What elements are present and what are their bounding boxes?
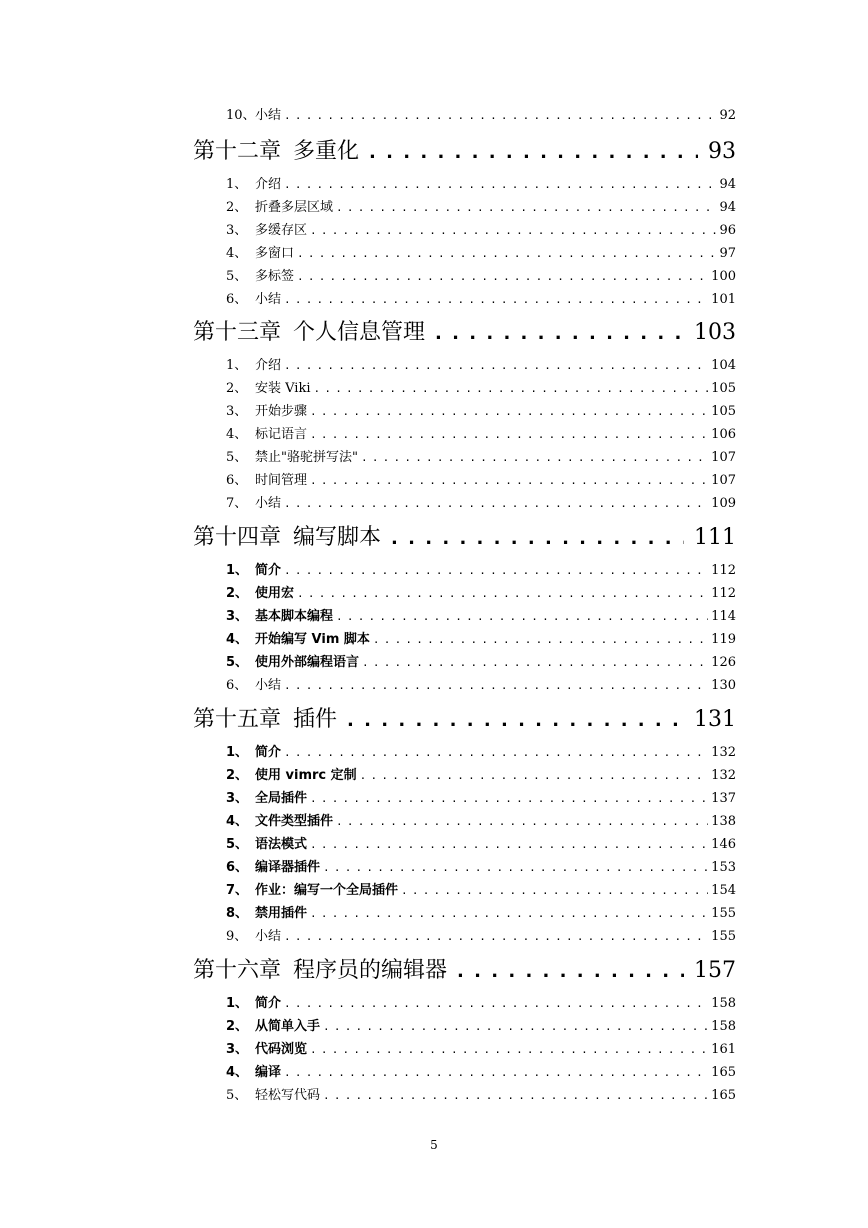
toc-entry-page: 165: [711, 1065, 736, 1080]
toc-entry[interactable]: [226, 1017, 736, 1037]
dot-leader: [310, 904, 708, 924]
toc-section-row: [0, 1040, 868, 1062]
toc-entry[interactable]: [226, 175, 736, 195]
toc-entry-number: 5、: [226, 837, 249, 852]
toc-entry-number: 10、: [226, 108, 256, 123]
toc-entry-title: 个人信息管理: [293, 320, 426, 345]
toc-entry-page: 112: [711, 563, 736, 578]
toc-entry-title: 使用宏: [255, 586, 295, 601]
dot-leader: [284, 927, 708, 947]
toc-entry-number: 1、: [226, 563, 249, 578]
dot-leader: [373, 630, 708, 650]
dot-leader: [284, 106, 716, 126]
toc-entry-number: 5、: [226, 1088, 248, 1103]
toc-entry-title: 简介: [255, 563, 282, 578]
toc-entry-number: 2、: [226, 1019, 249, 1034]
toc-entry-page: 158: [711, 1019, 736, 1034]
toc-entry-number: 7、: [226, 883, 249, 898]
toc-entry-title: 从简单入手: [255, 1019, 321, 1034]
toc-entry-number: 2、: [226, 586, 249, 601]
toc-entry[interactable]: [226, 448, 736, 468]
toc-entry-number: 7、: [226, 496, 248, 511]
toc-section-row: [0, 221, 868, 243]
toc-entry[interactable]: [226, 835, 736, 855]
toc-entry-page: 114: [711, 609, 736, 624]
toc-section-row: [0, 290, 868, 312]
toc-entry-number: 第十二章: [193, 139, 282, 164]
toc-section-row: [0, 471, 868, 493]
toc-chapter-row: [0, 705, 868, 732]
dot-leader: [310, 402, 708, 422]
toc-entry-number: 2、: [226, 381, 248, 396]
toc-entry-title: 标记语言: [255, 427, 308, 442]
toc-entry-number: 6、: [226, 473, 248, 488]
toc-entry[interactable]: [226, 607, 736, 627]
toc-entry[interactable]: [226, 789, 736, 809]
toc-entry-page: 96: [719, 223, 736, 238]
toc-section-row: [0, 106, 868, 128]
toc-section-row: [0, 881, 868, 903]
toc-entry-title: 介绍: [255, 177, 282, 192]
dot-leader: [297, 244, 716, 264]
toc-entry[interactable]: [226, 1040, 736, 1060]
toc-section-row: [0, 812, 868, 834]
dot-leader: [310, 221, 716, 241]
dot-leader: [310, 835, 708, 855]
dot-leader: [284, 356, 708, 376]
toc-entry-title: 时间管理: [255, 473, 308, 488]
toc-entry-page: 119: [711, 632, 736, 647]
toc-entry-title: 使用外部编程语言: [255, 655, 360, 670]
toc-entry[interactable]: [226, 402, 736, 422]
toc-entry-title: 作业：编写一个全局插件: [255, 883, 399, 898]
toc-section-row: [0, 653, 868, 675]
toc-entry-number: 3、: [226, 1042, 249, 1057]
dot-leader: [284, 743, 708, 763]
toc-entry[interactable]: [193, 956, 736, 987]
toc-section-row: [0, 607, 868, 629]
toc-entry-number: 2、: [226, 768, 249, 783]
toc-entry-title: 代码浏览: [255, 1042, 308, 1057]
toc-section-row: [0, 175, 868, 197]
toc-section-row: [0, 994, 868, 1016]
toc-entry[interactable]: [226, 812, 736, 832]
toc-section-row: [0, 402, 868, 424]
dot-leader: [323, 858, 708, 878]
toc-entry[interactable]: [226, 927, 736, 947]
toc-entry-page: 157: [694, 958, 736, 983]
toc-entry[interactable]: [226, 766, 736, 786]
dot-leader: [391, 523, 684, 554]
dot-leader: [284, 290, 708, 310]
toc-entry[interactable]: [226, 858, 736, 878]
toc-entry-title: 介绍: [255, 358, 282, 373]
toc-entry-title: 多重化: [293, 139, 360, 164]
toc-entry-title: 禁止"骆驼拼写法": [255, 450, 358, 465]
toc-entry-number: 3、: [226, 404, 248, 419]
dot-leader: [362, 653, 708, 673]
toc-entry-page: 92: [719, 108, 736, 123]
toc-entry-title: 基本脚本编程: [255, 609, 334, 624]
toc-entry-number: 6、: [226, 678, 248, 693]
dot-leader: [336, 607, 708, 627]
toc-entry-page: 154: [711, 883, 736, 898]
toc-section-row: [0, 494, 868, 516]
toc-entry-number: 4、: [226, 427, 248, 442]
dot-leader: [435, 318, 684, 349]
toc-entry-title: 小结: [255, 496, 282, 511]
toc-chapter-row: [0, 318, 868, 345]
toc-entry-title: 开始步骤: [255, 404, 308, 419]
toc-entry-number: 第十三章: [193, 320, 282, 345]
toc-chapter-row: [0, 956, 868, 983]
toc-entry-page: 111: [694, 525, 736, 550]
toc-entry-page: 165: [711, 1088, 736, 1103]
dot-leader: [284, 494, 708, 514]
toc-entry-number: 4、: [226, 1065, 249, 1080]
toc-section-row: [0, 1017, 868, 1039]
toc-entry-number: 6、: [226, 292, 248, 307]
toc-section-row: [0, 858, 868, 880]
toc-entry-page: 146: [711, 837, 736, 852]
toc-entry-number: 5、: [226, 655, 249, 670]
page-number: 5: [430, 1138, 438, 1152]
toc-entry-number: 第十五章: [193, 707, 282, 732]
dot-leader: [284, 561, 708, 581]
toc-section-row: [0, 198, 868, 220]
toc-entry[interactable]: [226, 630, 736, 650]
toc-entry-title: 禁用插件: [255, 906, 308, 921]
toc-chapter-row: [0, 137, 868, 164]
dot-leader: [297, 584, 708, 604]
toc-entry-page: 93: [708, 139, 736, 164]
toc-entry-title: 小结: [255, 678, 282, 693]
dot-leader: [310, 471, 708, 491]
toc-entry-number: 第十四章: [193, 525, 282, 550]
toc-section-row: [0, 448, 868, 470]
toc-entry-number: 6、: [226, 860, 249, 875]
dot-leader: [314, 379, 709, 399]
toc-entry-number: 3、: [226, 609, 249, 624]
toc-entry-page: 94: [719, 177, 736, 192]
toc-entry[interactable]: [226, 198, 736, 218]
toc-section-row: [0, 1063, 868, 1085]
toc-entry[interactable]: [226, 425, 736, 445]
toc-entry-page: 103: [694, 320, 736, 345]
toc-entry-number: 8、: [226, 906, 249, 921]
toc-entry[interactable]: [193, 523, 736, 554]
toc-section-row: [0, 1086, 868, 1108]
toc-entry[interactable]: [193, 705, 736, 736]
toc-entry[interactable]: [226, 653, 736, 673]
toc-entry-number: 1、: [226, 358, 248, 373]
toc-entry-page: 132: [711, 768, 736, 783]
toc-entry[interactable]: [226, 561, 736, 581]
toc-entry[interactable]: [193, 318, 736, 349]
toc-entry-title: 使用 vimrc 定制: [255, 768, 357, 783]
dot-leader: [310, 789, 708, 809]
toc-entry-title: 简介: [255, 745, 282, 760]
toc-entry-page: 100: [711, 269, 736, 284]
toc-entry[interactable]: [226, 290, 736, 310]
toc-section-row: [0, 743, 868, 765]
dot-leader: [361, 448, 708, 468]
toc-entry[interactable]: [226, 743, 736, 763]
toc-entry-number: 4、: [226, 632, 249, 647]
toc-entry-title: 插件: [293, 707, 338, 732]
toc-entry-page: 105: [711, 381, 736, 396]
toc-entry-page: 97: [719, 246, 736, 261]
toc-entry-title: 轻松写代码: [255, 1088, 321, 1103]
toc-entry-title: 小结: [255, 108, 282, 123]
toc-section-row: [0, 835, 868, 857]
toc-entry-page: 130: [711, 678, 736, 693]
toc-entry[interactable]: [226, 1063, 736, 1083]
dot-leader: [457, 956, 684, 987]
dot-leader: [310, 425, 708, 445]
toc-entry-number: 3、: [226, 223, 248, 238]
toc-section-row: [0, 789, 868, 811]
toc-entry-page: 153: [711, 860, 736, 875]
toc-entry-page: 155: [711, 929, 736, 944]
toc-entry-page: 137: [711, 791, 736, 806]
toc-entry-page: 158: [711, 996, 736, 1011]
toc-entry-title: 小结: [255, 292, 282, 307]
dot-leader: [297, 267, 708, 287]
toc-entry-title: 简介: [255, 996, 282, 1011]
toc-entry-page: 106: [711, 427, 736, 442]
toc-entry-title: 多窗口: [255, 246, 295, 261]
toc-section-row: [0, 630, 868, 652]
toc-entry[interactable]: [226, 221, 736, 241]
toc-section-row: [0, 356, 868, 378]
toc-entry-number: 3、: [226, 791, 249, 806]
toc-entry-number: 第十六章: [193, 958, 282, 983]
dot-leader: [369, 137, 698, 168]
toc-section-row: [0, 561, 868, 583]
dot-leader: [284, 994, 708, 1014]
toc-section-row: [0, 267, 868, 289]
toc-entry-page: 161: [711, 1042, 736, 1057]
toc-entry[interactable]: [226, 584, 736, 604]
toc-entry-page: 155: [711, 906, 736, 921]
toc-entry-page: 112: [711, 586, 736, 601]
toc-entry-title: 程序员的编辑器: [293, 958, 448, 983]
toc-entry[interactable]: [226, 356, 736, 376]
toc-section-row: [0, 766, 868, 788]
toc-entry[interactable]: [226, 106, 736, 126]
dot-leader: [336, 198, 716, 218]
dot-leader: [360, 766, 709, 786]
toc-entry-number: 5、: [226, 450, 248, 465]
toc-entry[interactable]: [226, 379, 736, 399]
toc-entry-page: 131: [694, 707, 736, 732]
toc-entry-page: 126: [711, 655, 736, 670]
toc-entry[interactable]: [226, 881, 736, 901]
toc-entry-page: 94: [719, 200, 736, 215]
dot-leader: [284, 676, 708, 696]
toc-entry-page: 107: [711, 450, 736, 465]
toc-entry-number: 1、: [226, 745, 249, 760]
toc-entry-number: 1、: [226, 996, 249, 1011]
toc-entry-number: 2、: [226, 200, 248, 215]
dot-leader: [347, 705, 684, 736]
toc-section-row: [0, 425, 868, 447]
toc-entry[interactable]: [226, 676, 736, 696]
toc-entry-title: 多缓存区: [255, 223, 308, 238]
toc-entry-title: 全局插件: [255, 791, 308, 806]
toc-entry[interactable]: [226, 1086, 736, 1106]
toc-entry-number: 4、: [226, 814, 249, 829]
dot-leader: [401, 881, 708, 901]
toc-entry-title: 编译器插件: [255, 860, 321, 875]
toc-entry-page: 101: [711, 292, 736, 307]
toc-entry-page: 104: [711, 358, 736, 373]
toc-section-row: [0, 584, 868, 606]
toc-entry-number: 4、: [226, 246, 248, 261]
dot-leader: [284, 1063, 708, 1083]
toc-entry[interactable]: [226, 494, 736, 514]
toc-entry[interactable]: [226, 267, 736, 287]
toc-entry-title: 文件类型插件: [255, 814, 334, 829]
toc-entry[interactable]: [226, 244, 736, 264]
toc-entry-number: 1、: [226, 177, 248, 192]
dot-leader: [284, 175, 716, 195]
toc-section-row: [0, 379, 868, 401]
toc-section-row: [0, 676, 868, 698]
toc-section-row: [0, 927, 868, 949]
toc-chapter-row: [0, 523, 868, 550]
toc-entry-page: 132: [711, 745, 736, 760]
toc-entry-number: 5、: [226, 269, 248, 284]
toc-entry-title: 多标签: [255, 269, 295, 284]
toc-entry-title: 编写脚本: [293, 525, 382, 550]
toc-section-row: [0, 904, 868, 926]
toc-entry-title: 编译: [255, 1065, 282, 1080]
toc-entry[interactable]: [226, 904, 736, 924]
toc-entry[interactable]: [226, 471, 736, 491]
dot-leader: [323, 1017, 708, 1037]
toc-entry-title: 小结: [255, 929, 282, 944]
toc-entry-page: 109: [711, 496, 736, 511]
toc-entry-page: 105: [711, 404, 736, 419]
toc-entry-page: 107: [711, 473, 736, 488]
toc-entry-title: 语法模式: [255, 837, 308, 852]
dot-leader: [336, 812, 708, 832]
dot-leader: [310, 1040, 708, 1060]
toc-entry-number: 9、: [226, 929, 248, 944]
toc-entry-title: 折叠多层区域: [255, 200, 334, 215]
toc-section-row: [0, 244, 868, 266]
toc-entry[interactable]: [226, 994, 736, 1014]
dot-leader: [323, 1086, 708, 1106]
toc-entry-page: 138: [711, 814, 736, 829]
toc-entry[interactable]: [193, 137, 736, 168]
toc-entry-title: 开始编写 Vim 脚本: [255, 632, 370, 647]
toc-entry-title: 安装 Viki: [255, 381, 311, 396]
